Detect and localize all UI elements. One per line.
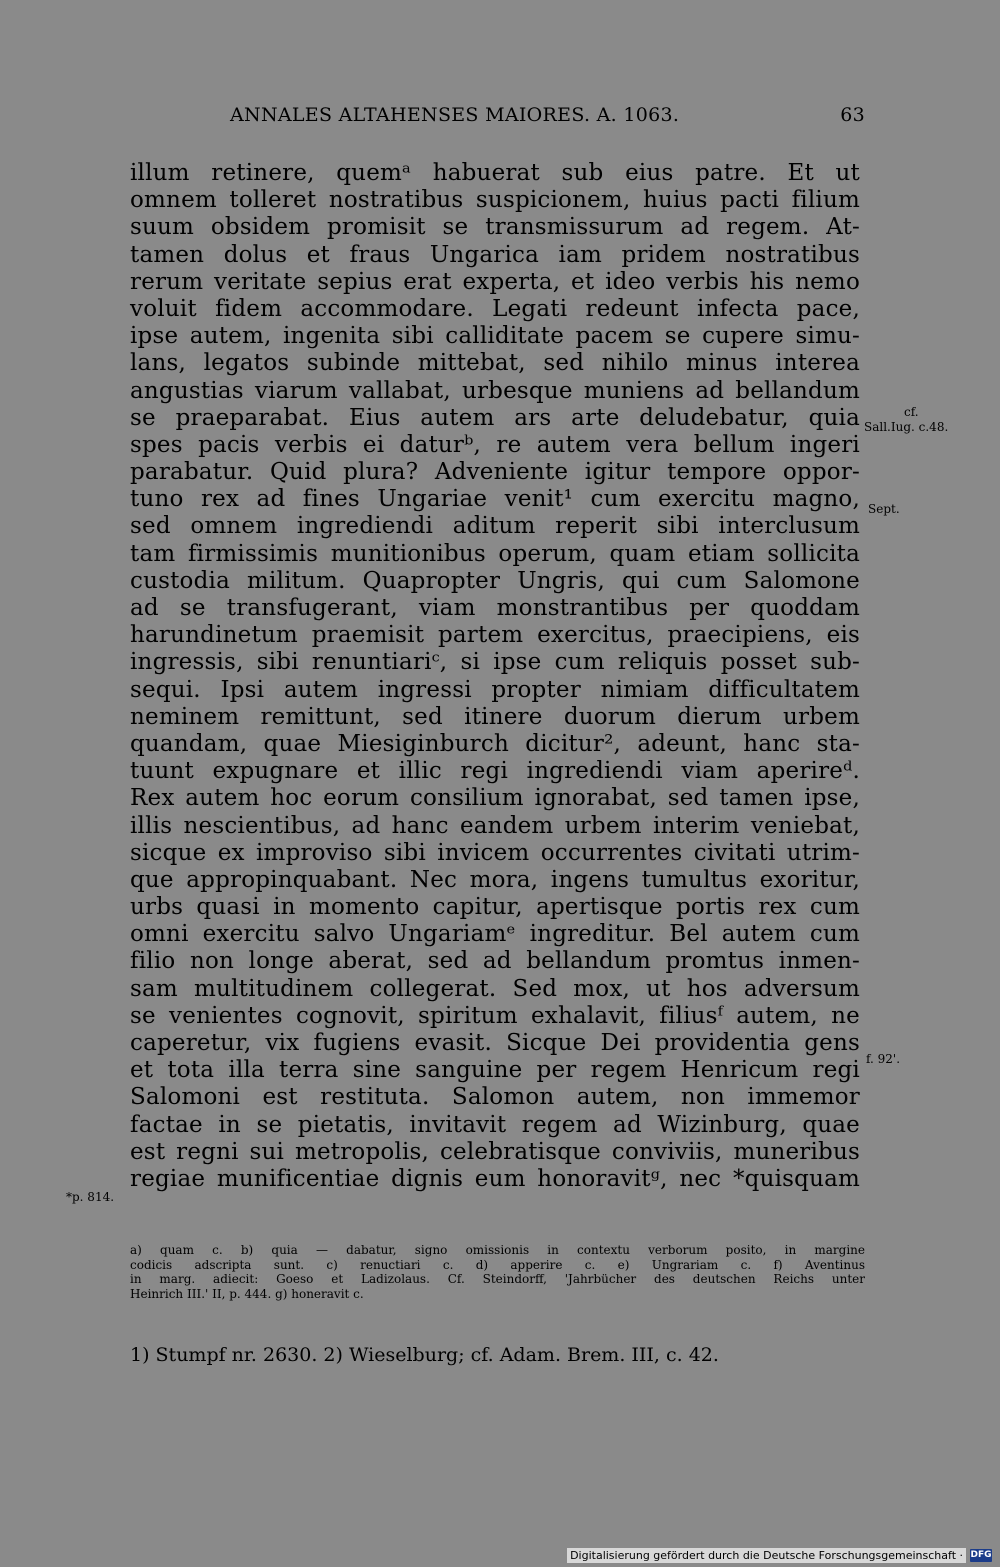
margin-note-sallust: Sall.Iug. c.48. bbox=[864, 420, 949, 434]
critical-apparatus bbox=[130, 1243, 865, 1301]
text-line: sed omnem ingrediendi aditum reperit sibi interclusum bbox=[130, 513, 860, 540]
text-line: spes pacis verbis ei daturᵇ, re autem vera bellum ingeri bbox=[130, 431, 860, 458]
text-line: tuunt expugnare et illic regi ingrediendi viam aperireᵈ. bbox=[130, 758, 860, 785]
text-line: et tota illa terra sine sanguine per regem Henricum regi bbox=[130, 1057, 860, 1084]
text-line: ipse autem, ingenita sibi calliditate pacem se cupere simu- bbox=[130, 323, 860, 350]
text-line: sicque ex improviso sibi invicem occurrentes civitati utrim- bbox=[130, 839, 860, 866]
text-line: Salomoni est restituta. Salomon autem, non immemor bbox=[130, 1084, 860, 1111]
margin-note-page-ref: *p. 814. bbox=[66, 1190, 115, 1204]
text-line: quandam, quae Miesiginburch dicitur², adeunt, hanc sta- bbox=[130, 730, 860, 757]
margin-note-sept: Sept. bbox=[868, 502, 900, 516]
text-line: rerum veritate sepius erat experta, et ideo verbis his nemo bbox=[130, 268, 860, 295]
footnote-line: in marg. adiecit: Goeso et Ladizolaus. Cf. Steindorff, 'Jahrbücher des deutschen Reichs unter bbox=[130, 1272, 865, 1286]
dfg-logo-icon: DFG bbox=[970, 1550, 992, 1560]
text-line: sam multitudinem collegerat. Sed mox, ut hos adversum bbox=[130, 975, 860, 1002]
text-line: sequi. Ipsi autem ingressi propter nimiam difficultatem bbox=[130, 676, 860, 703]
text-line: se venientes cognovit, spiritum exhalavit, filiusᶠ autem, ne bbox=[130, 1002, 860, 1029]
text-line: est regni sui metropolis, celebratisque conviviis, muneribus bbox=[130, 1138, 860, 1165]
page-number: 63 bbox=[840, 104, 865, 126]
text-line: urbs quasi in momento capitur, apertisque portis rex cum bbox=[130, 894, 860, 921]
text-line: parabatur. Quid plura? Adveniente igitur tempore oppor- bbox=[130, 459, 860, 486]
text-line: omnem tolleret nostratibus suspicionem, huius pacti filium bbox=[130, 187, 860, 214]
footnote-line: Heinrich III.' II, p. 444. g) honeravit c. bbox=[130, 1286, 364, 1301]
text-line: tamen dolus et fraus Ungarica iam pridem nostratibus bbox=[130, 241, 860, 268]
text-line: omni exercitu salvo Ungariamᵉ ingreditur. Bel autem cum bbox=[130, 921, 860, 948]
body-text bbox=[130, 160, 860, 1193]
text-line: ingressis, sibi renuntiariᶜ, si ipse cum reliquis posset sub- bbox=[130, 649, 860, 676]
text-line: harundinetum praemisit partem exercitus, praecipiens, eis bbox=[130, 622, 860, 649]
text-line: suum obsidem promisit se transmissurum ad regem. At- bbox=[130, 214, 860, 241]
margin-note-cf: cf. bbox=[904, 405, 919, 419]
text-line: se praeparabat. Eius autem ars arte deludebatur, quia bbox=[130, 404, 860, 431]
text-line: tam firmissimis munitionibus operum, quam etiam sollicita bbox=[130, 540, 860, 567]
text-line: caperetur, vix fugiens evasit. Sicque Dei providentia gens bbox=[130, 1030, 860, 1056]
text-line: custodia militum. Quapropter Ungris, qui cum Salomone bbox=[130, 567, 860, 594]
text-line: lans, legatos subinde mittebat, sed nihilo minus interea bbox=[130, 350, 860, 377]
text-line: Rex autem hoc eorum consilium ignorabat, sed tamen ipse, bbox=[130, 785, 860, 812]
footnote-line: a) quam c. b) quia — dabatur, signo omissionis in contextu verborum posito, in margine bbox=[130, 1243, 865, 1257]
text-line: illum retinere, quemᵃ habuerat sub eius patre. Et ut bbox=[130, 160, 860, 186]
historical-notes: 1) Stumpf nr. 2630. 2) Wieselburg; cf. Adam. Brem. III, c. 42. bbox=[130, 1344, 719, 1366]
text-line: voluit fidem accommodare. Legati redeunt infecta pace, bbox=[130, 295, 860, 322]
digitization-footer bbox=[567, 1547, 992, 1563]
text-line: factae in se pietatis, invitavit regem ad Wizinburg, quae bbox=[130, 1111, 860, 1138]
text-line: angustias viarum vallabat, urbesque muniens ad bellandum bbox=[130, 377, 860, 404]
footnote-line: codicis adscripta sunt. c) renuctiari c. d) apperire c. e) Ungrariam c. f) Aventinus bbox=[130, 1257, 865, 1272]
text-line: ad se transfugerant, viam monstrantibus per quoddam bbox=[130, 595, 860, 621]
text-line: que appropinquabant. Nec mora, ingens tumultus exoritur, bbox=[130, 866, 860, 893]
text-line: neminem remittunt, sed itinere duorum dierum urbem bbox=[130, 703, 860, 730]
footer-credit: Digitalisierung gefördert durch die Deutsche Forschungsgemeinschaft · bbox=[567, 1548, 966, 1563]
running-head-title: ANNALES ALTAHENSES MAIORES. A. 1063. bbox=[230, 104, 680, 126]
margin-note-folio: f. 92'. bbox=[866, 1052, 901, 1066]
text-line: tuno rex ad fines Ungariae venit¹ cum exercitu magno, bbox=[130, 486, 860, 513]
text-line: regiae munificentiae dignis eum honoravitᵍ, nec *quisquam bbox=[130, 1165, 860, 1192]
text-line: illis nescientibus, ad hanc eandem urbem interim veniebat, bbox=[130, 812, 860, 839]
text-line: filio non longe aberat, sed ad bellandum promtus inmen- bbox=[130, 948, 860, 975]
